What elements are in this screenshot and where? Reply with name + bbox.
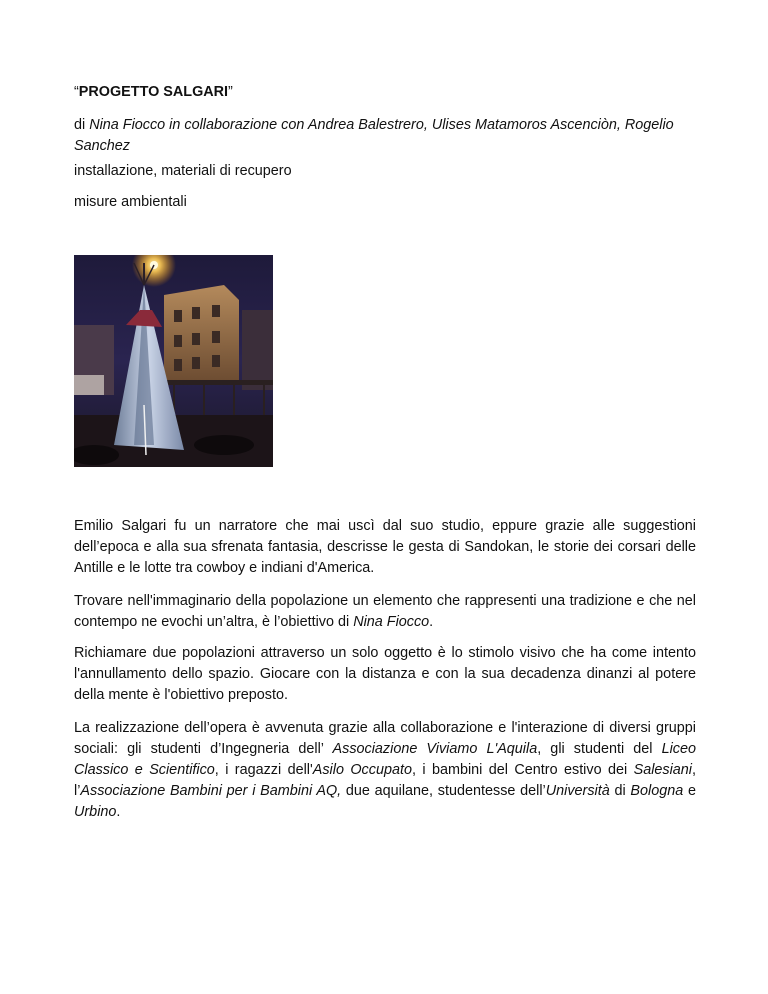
title-close-quote: ” — [228, 84, 233, 100]
document-title — [74, 82, 696, 103]
p4-text-5: , l’ — [74, 762, 697, 799]
p4-text-3: , i ragazzi dell' — [214, 762, 313, 778]
p4-text-8: e — [683, 783, 696, 799]
p4-text-1: La realizzazione dell’opera è avvenuta grazie alla collaborazione e l'interazione di diversi gruppi sociali: gli studenti d’Ingegneria dell’ — [74, 720, 696, 757]
title-open-quote: “ — [74, 84, 79, 100]
paragraph-2 — [74, 591, 696, 633]
paragraph-3: Richiamare due popolazioni attraverso un solo oggetto è lo stimolo visivo che ha come intento l'annullamento dello spazio. Giocare con la distanza e con la sua decadenza dinanzi al potere della mente è l'obiettivo preposto. — [74, 645, 696, 703]
authors-prefix: di — [74, 117, 90, 133]
p4-text-9: . — [116, 804, 121, 820]
paragraph-4 — [74, 718, 696, 823]
authors-names: Nina Fiocco in collaborazione con Andrea Balestrero, Ulises Matamoros Ascenciòn, Rogelio Sanchez — [74, 117, 674, 154]
night-photo-icon — [74, 255, 273, 467]
technique-line: installazione, materiali di recupero — [74, 163, 292, 179]
paragraph-2-name: Nina Fiocco — [353, 614, 430, 630]
p4-text-4: , i bambini del Centro estivo dei — [411, 762, 634, 778]
p4-italic-4: Salesiani — [633, 762, 693, 778]
p4-italic-6: Università — [545, 783, 610, 799]
paragraph-1: Emilio Salgari fu un narratore che mai uscì dal suo studio, eppure grazie alle suggestioni dell’epoca e alla sua sfrenata fantasia, descrisse le gesta di Sandokan, le storie dei corsari delle Antille e le lotte tra cowboy e indiani d'America. — [74, 518, 696, 576]
paragraph-2-text: Trovare nell'immaginario della popolazione un elemento che rappresenti una tradizione e che nel contempo ne evochi un’altra, è l’obiettivo di — [74, 593, 696, 630]
p4-italic-2: Liceo Classico e Scientifico — [74, 741, 697, 778]
p4-italic-3: Asilo Occupato — [312, 762, 412, 778]
p4-italic-5: Associazione Bambini per i Bambini AQ, — [80, 783, 342, 799]
p4-italic-8: Urbino — [74, 804, 117, 820]
p4-italic-7: Bologna — [630, 783, 684, 799]
p4-text-2: , gli studenti del — [537, 741, 662, 757]
p4-text-7: di — [609, 783, 631, 799]
authors-line — [74, 115, 696, 157]
p4-italic-1: Associazione Viviamo L'Aquila — [332, 741, 538, 757]
paragraph-2-end: . — [429, 614, 434, 630]
p4-text-6: due aquilane, studentesse dell’ — [341, 783, 546, 799]
dimensions-line: misure ambientali — [74, 194, 187, 210]
title-text: PROGETTO SALGARI — [78, 84, 229, 100]
